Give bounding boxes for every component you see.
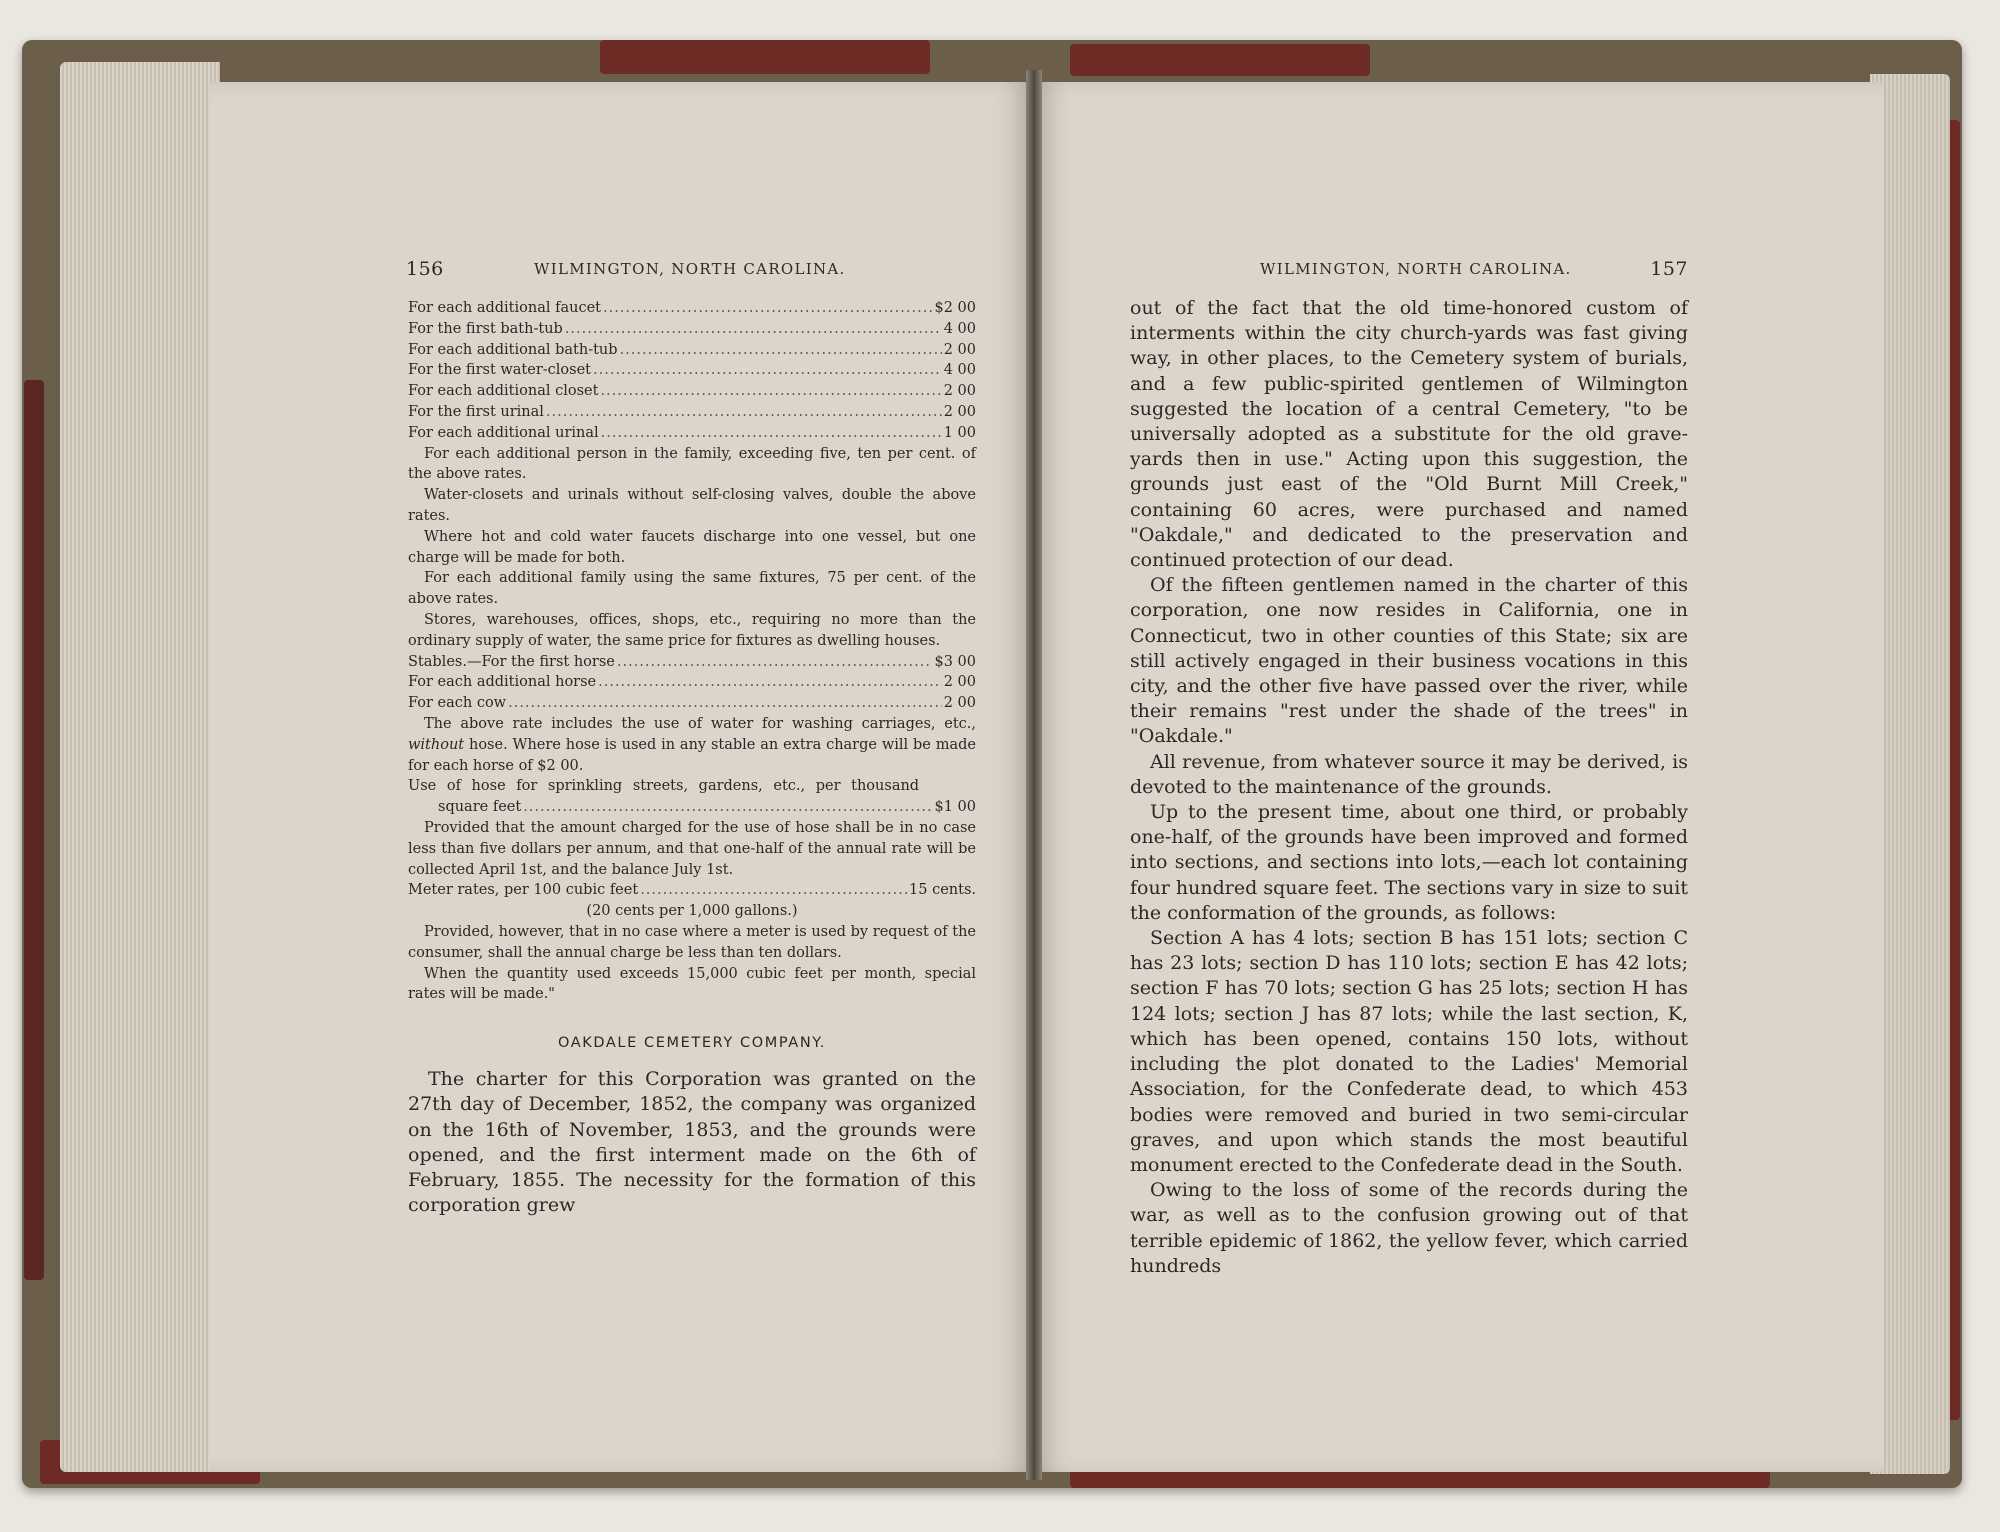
left-page-number: 156 (406, 258, 444, 280)
rate-line: For the first water-closet ..... 4 00 (408, 360, 976, 381)
cover-binding-patch (600, 40, 930, 74)
book-gutter (1026, 70, 1042, 1480)
rate-note: Stores, warehouses, offices, shops, etc., requiring no more than the ordinary supply of water, the same price for fixtures as dwelling houses. (408, 611, 976, 649)
rate-line: For each additional horse ..... 2 00 (408, 672, 976, 693)
proviso: When the quantity used exceeds 15,000 cubic feet per month, special rates will be made." (408, 965, 976, 1003)
rate-line: For each additional bath-tub ..... 2 00 (408, 340, 976, 361)
right-running-head (1130, 258, 1688, 282)
proviso: Provided that the amount charged for the use of hose shall be in no case less than five dollars per annum, and that one-half of the annual rate will be collected April 1st, and the balance July 1st. (408, 819, 976, 878)
left-body-text (408, 1067, 976, 1218)
paragraph: out of the fact that the old time-honored custom of interments within the city church-yards was fast giving way, in other places, to the Cemetery system of burials, and a few public-spirited gentlemen of Wilmington suggested the location of a central Cemetery, "to be universally adopted as a substitute for the old grave-yards then in use." Acting upon this suggestion, the grounds just east of the "Old Burnt Mill Creek," containing 60 acres, were purchased and named "Oakdale," and dedicated to the preservation and continued protection of our dead. (1130, 297, 1688, 572)
rates-list (408, 298, 976, 444)
paragraph: Of the fifteen gentlemen named in the charter of this corporation, one now resides in California, one in Connecticut, two in other counties of this State; six are still actively engaged in their business vocations in this city, and the other five have passed over the river, while their remains "rest under the shade of the trees" in "Oakdale." (1130, 574, 1688, 748)
page-edges-left (60, 62, 220, 1472)
rate-line: For the first urinal ..... 2 00 (408, 402, 976, 423)
rate-note: Water-closets and urinals without self-closing valves, double the above rates. (408, 487, 976, 524)
paragraph: All revenue, from whatever source it may be derived, is devoted to the maintenance of the grounds. (1130, 750, 1688, 798)
hose-use-line: Use of hose for sprinkling streets, gardens, etc., per thousand (408, 778, 920, 795)
right-page-content (1130, 296, 1688, 1279)
paragraph: Owing to the loss of some of the records during the war, as well as to the confusion growing out of that terrible epidemic of 1862, the yellow fever, which carried hundreds (1130, 1179, 1688, 1277)
rate-line: For the first bath-tub ..... 4 00 (408, 319, 976, 340)
rate-line: For each additional faucet ..... $2 00 (408, 298, 976, 319)
rate-line: For each additional urinal ..... 1 00 (408, 423, 976, 444)
meter-paren: (20 cents per 1,000 gallons.) (586, 903, 798, 920)
right-page-number: 157 (1650, 258, 1688, 280)
left-running-head (406, 258, 978, 282)
left-page-content (408, 298, 976, 1218)
paragraph: The charter for this Corporation was granted on the 27th day of December, 1852, the company was organized on the 16th of November, 1853, and the grounds were opened, and the first interment made on the 6th of February, 1855. The necessity for the formation of this corporation grew (408, 1068, 976, 1217)
left-running-title: WILMINGTON, NORTH CAROLINA. (534, 260, 846, 278)
paragraph: Section A has 4 lots; section B has 151 lots; section C has 23 lots; section D has 110 lots; section E has 42 lots; section F has 70 lots; section G has 25 lots; section H has 124 lots; section J has 87 lots; while the last section, K, which has been opened, contains 150 lots, without including the plot donated to the Ladies' Memorial Association, for the Confederate dead, to which 453 bodies were removed and buried in two semi-circular graves, and upon which stands the most beautiful monument erected to the Confederate dead in the South. (1130, 927, 1688, 1176)
paragraph: Up to the present time, about one third, or probably one-half, of the grounds have been improved and formed into sections, and sections into lots,—each lot containing four hundred square feet. The sections vary in size to suit the conformation of the grounds, as follows: (1130, 801, 1688, 924)
rate-note: For each additional family using the same fixtures, 75 per cent. of the above rates. (408, 570, 976, 608)
hose-note: The above rate includes the use of water for washing carriages, etc., without hose. Where hose is used in any stable an extra charge will be made for each horse of $2 00. (408, 715, 976, 774)
rate-line: For each cow ..... 2 00 (408, 693, 976, 714)
rate-note: Where hot and cold water faucets discharge into one vessel, but one charge will be made for both. (408, 528, 976, 566)
section-heading: OAKDALE CEMETERY COMPANY. (557, 1035, 826, 1052)
meter-rate-line: Meter rates, per 100 cubic feet ..... 15 cents. (408, 880, 976, 901)
rate-note: For each additional person in the family, exceeding five, ten per cent. of the above rates. (408, 445, 976, 483)
rate-line: square feet ..... $1 00 (408, 797, 976, 818)
proviso: Provided, however, that in no case where a meter is used by request of the consumer, shall the annual charge be less than ten dollars. (408, 923, 976, 961)
rate-line: Stables.—For the first horse ..... $3 00 (408, 652, 976, 673)
cover-binding-patch (24, 380, 44, 1280)
rate-line: For each additional closet ..... 2 00 (408, 381, 976, 402)
cover-binding-patch (1070, 44, 1370, 76)
right-running-title: WILMINGTON, NORTH CAROLINA. (1260, 260, 1572, 278)
